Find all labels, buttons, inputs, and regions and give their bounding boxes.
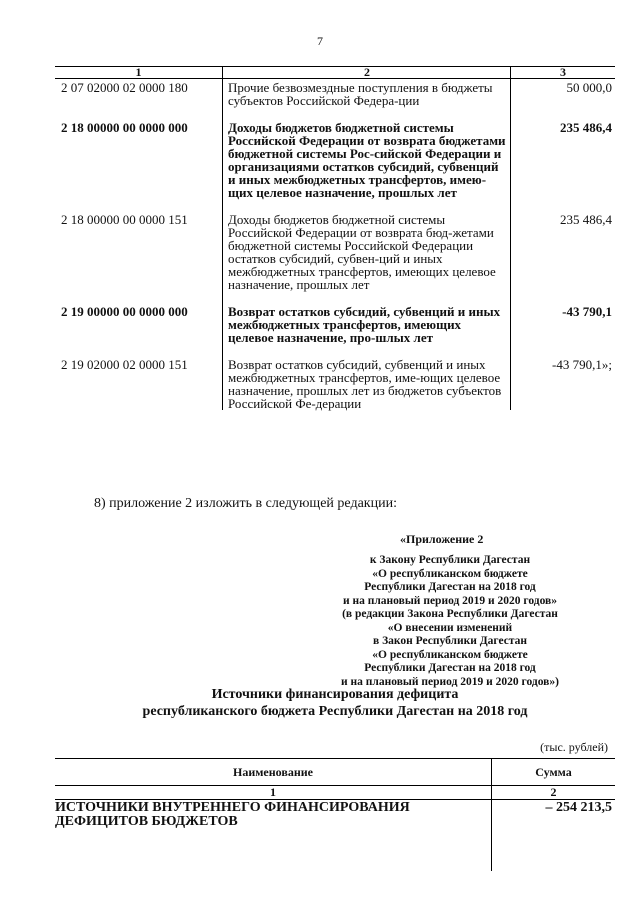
appendix-line: в Закон Республики Дагестан xyxy=(373,635,527,647)
table-row xyxy=(55,79,615,108)
column-number-1: 1 xyxy=(55,786,492,800)
row-amount: -43 790,1»; xyxy=(552,357,612,372)
row-code: 2 19 02000 02 0000 151 xyxy=(55,344,223,410)
table-row xyxy=(55,291,615,344)
table-row xyxy=(55,199,615,291)
row-code: 2 19 00000 00 0000 000 xyxy=(55,291,223,344)
revenue-table xyxy=(55,66,615,410)
table-header-row xyxy=(55,67,615,79)
appendix-line: Республики Дагестан на 2018 год xyxy=(364,662,536,674)
table-row xyxy=(55,107,615,199)
sources-title xyxy=(0,686,640,720)
appendix-line: и на плановый период 2019 и 2020 годов») xyxy=(341,675,559,688)
row-amount: – 254 213,5 xyxy=(545,800,612,815)
row-name: ИСТОЧНИКИ ВНУТРЕННЕГО ФИНАНСИРОВАНИЯ ДЕФИЦИТОВ БЮДЖЕТОВ xyxy=(55,800,492,872)
appendix-line: к Закону Республики Дагестан xyxy=(369,554,531,566)
sources-title-line: республиканского бюджета Республики Дагестан на 2018 год xyxy=(142,704,528,719)
appendix-line: Республики Дагестан на 2018 год xyxy=(364,581,536,593)
appendix-line: и на плановый период 2019 и 2020 годов» xyxy=(342,594,558,607)
appendix-line: (в редакции Закона Республики Дагестан xyxy=(342,608,558,620)
column-header-3: 3 xyxy=(511,67,616,79)
row-code: 2 18 00000 00 0000 151 xyxy=(55,199,223,291)
sources-number-row xyxy=(55,786,615,800)
appendix-line: «О внесении изменений xyxy=(387,621,513,634)
sources-table xyxy=(55,758,615,871)
table-row xyxy=(55,800,615,872)
page-number: 7 xyxy=(317,34,323,48)
units-label: (тыс. рублей) xyxy=(540,740,608,754)
row-amount: 235 486,4 xyxy=(560,120,612,135)
header-sum: Сумма xyxy=(492,759,616,786)
row-amount: -43 790,1 xyxy=(562,304,612,319)
row-name: Возврат остатков субсидий, субвенций и иных межбюджетных трансфертов, име-ющих целевое назначение, прошлых лет из бюджетов субъектов Российской Фе-дерации xyxy=(223,344,511,410)
appendix-line: «О республиканском бюджете xyxy=(372,567,528,580)
sources-title-line: Источники финансирования дефицита xyxy=(211,687,459,702)
column-header-1: 1 xyxy=(55,67,223,79)
row-name: Доходы бюджетов бюджетной системы Российской Федерации от возврата бюд-жетами бюджетной системы Российской Федерации остатков субсидий, субвен-ций и иных межбюджетных трансфертов, имеющих целевое назначение, прошлых лет xyxy=(223,199,511,291)
row-code: 2 07 02000 02 0000 180 xyxy=(55,79,223,108)
row-amount: 235 486,4 xyxy=(560,212,612,227)
appendix-line: «О республиканском бюджете xyxy=(372,648,528,661)
row-name: Доходы бюджетов бюджетной системы Российской Федерации от возврата бюджетами бюджетной системы Рос-сийской Федерации и организациями остатков субсидий, субвенций и иных межбюджетных трансфертов, имею-щих целевое назначение, прошлых лет xyxy=(223,107,511,199)
appendix-reference xyxy=(300,554,600,689)
row-name: Возврат остатков субсидий, субвенций и иных межбюджетных трансфертов, имеющих целевое назначение, про-шлых лет xyxy=(223,291,511,344)
table-row xyxy=(55,344,615,410)
row-name: Прочие безвозмездные поступления в бюджеты субъектов Российской Федера-ции xyxy=(223,79,511,108)
header-name: Наименование xyxy=(55,759,492,786)
row-amount: 50 000,0 xyxy=(566,80,612,95)
row-code: 2 18 00000 00 0000 000 xyxy=(55,107,223,199)
column-number-2: 2 xyxy=(492,786,616,800)
column-header-2: 2 xyxy=(223,67,511,79)
appendix-title: «Приложение 2 xyxy=(400,532,484,546)
sources-header-row xyxy=(55,759,615,786)
amendment-text: 8) приложение 2 изложить в следующей редакции: xyxy=(94,496,397,511)
